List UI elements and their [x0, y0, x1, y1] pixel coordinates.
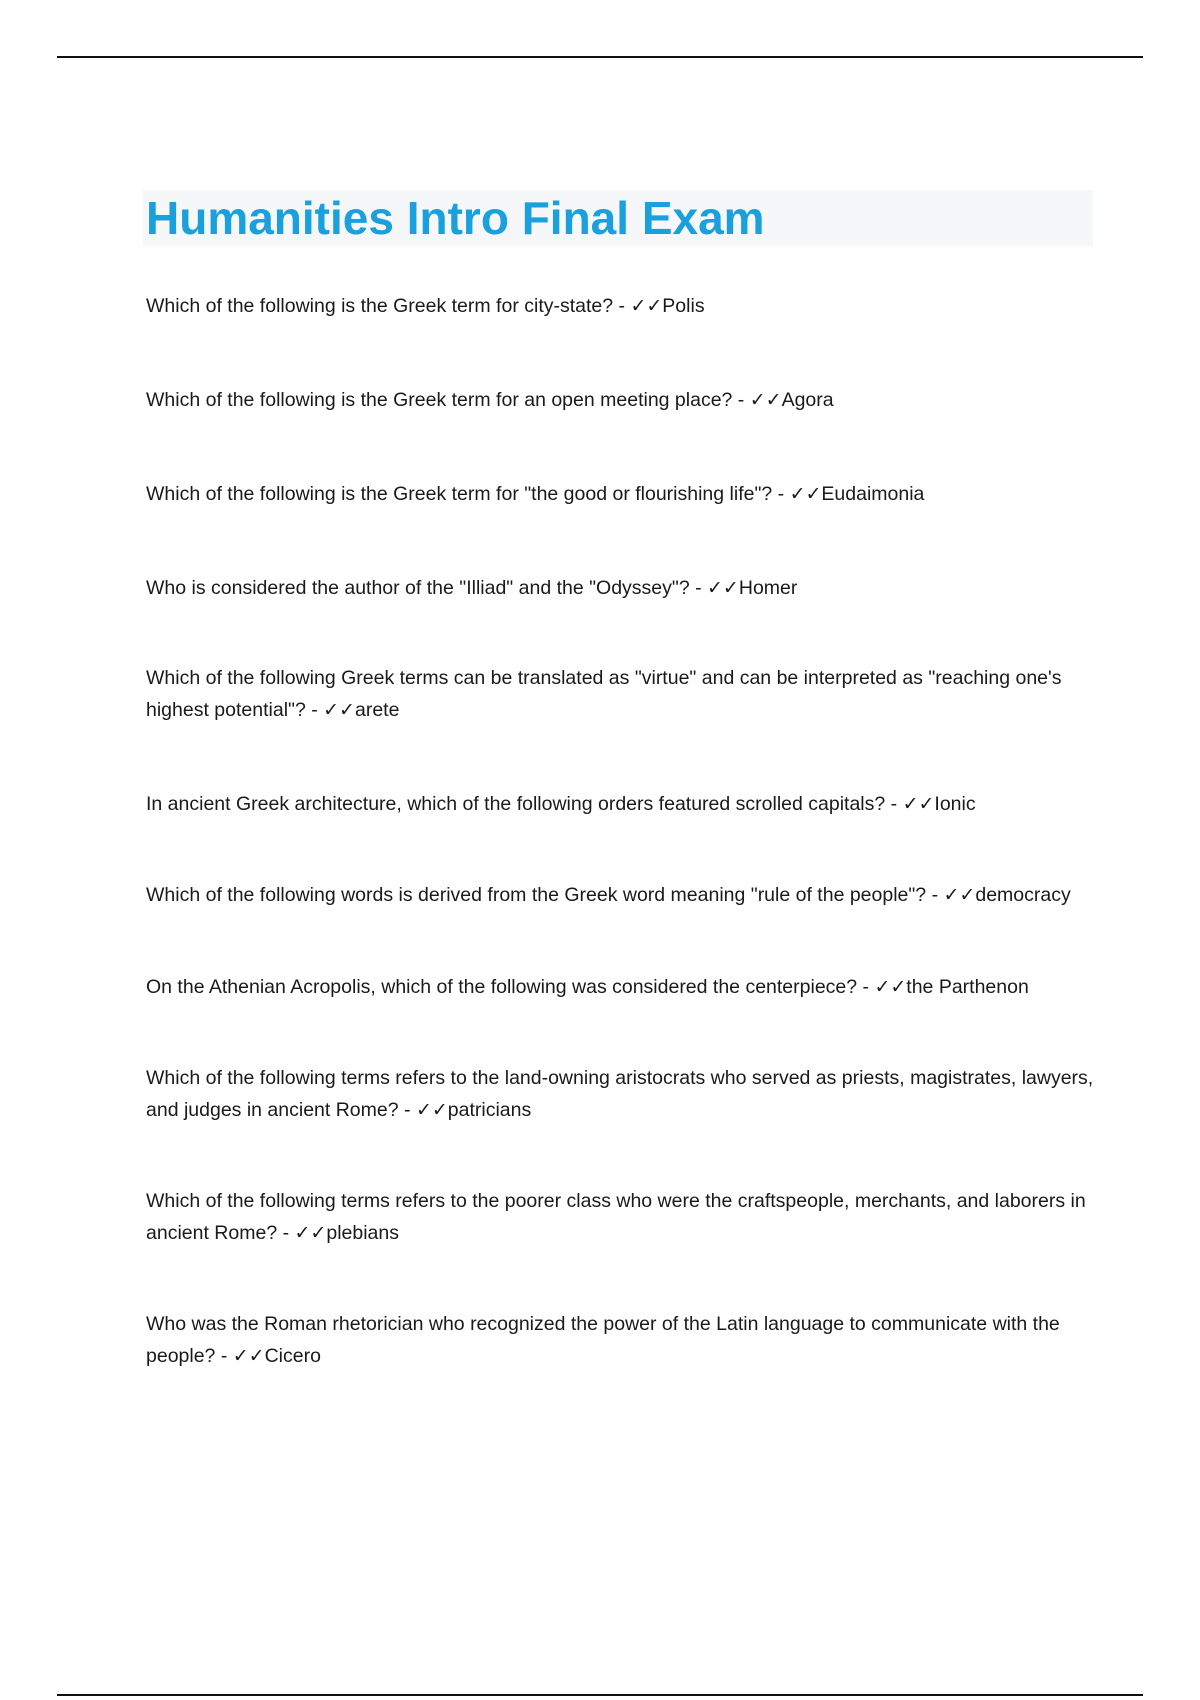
qa-item: [146, 1308, 1096, 1372]
question-text: Which of the following is the Greek term for city-state?: [146, 295, 614, 317]
footer-rule: [57, 1694, 1143, 1696]
answer-text: Ionic: [934, 793, 976, 815]
check-icon: ✓✓: [902, 793, 935, 815]
question-text: Which of the following is the Greek term for an open meeting place?: [146, 389, 733, 411]
separator: -: [689, 577, 708, 599]
answer-text: patricians: [447, 1099, 532, 1121]
qa-item: [146, 290, 1096, 322]
separator: -: [885, 793, 903, 815]
qa-item: [146, 1185, 1096, 1249]
answer-text: Homer: [738, 577, 798, 599]
question-text: On the Athenian Acropolis, which of the following was considered the centerpiece?: [146, 976, 858, 998]
answer-text: Agora: [781, 389, 834, 411]
check-icon: ✓✓: [789, 483, 822, 505]
check-icon: ✓✓: [232, 1345, 265, 1367]
question-text: Who was the Roman rhetorician who recognized the power of the Latin language to communicate with the people?: [146, 1313, 1060, 1367]
qa-item: [146, 879, 1096, 911]
question-text: Which of the following terms refers to the poorer class who were the craftspeople, merchants, and laborers in ancient Rome?: [146, 1190, 1086, 1244]
check-icon: ✓✓: [323, 699, 355, 721]
question-list: [146, 290, 1096, 1372]
answer-text: arete: [354, 699, 400, 721]
separator: -: [732, 389, 750, 411]
qa-item: [146, 971, 1096, 1003]
question-text: Which of the following is the Greek term for "the good or flourishing life"?: [146, 483, 773, 505]
answer-text: the Parthenon: [906, 976, 1029, 998]
separator: -: [398, 1099, 416, 1121]
separator: -: [613, 295, 631, 317]
question-text: In ancient Greek architecture, which of the following orders featured scrolled capitals?: [146, 793, 886, 815]
separator: -: [215, 1345, 233, 1367]
separator: -: [277, 1222, 295, 1244]
header-rule: [57, 56, 1143, 58]
question-text: Which of the following terms refers to the land-owning aristocrats who served as priests, magistrates, lawyers, and judges in ancient Rome?: [146, 1067, 1094, 1121]
check-icon: ✓✓: [630, 295, 663, 317]
question-text: Which of the following Greek terms can be translated as "virtue" and can be interpreted as "reaching one's highest potential"?: [146, 667, 1062, 721]
answer-text: democracy: [975, 884, 1071, 906]
check-icon: ✓✓: [707, 577, 739, 599]
check-icon: ✓✓: [294, 1222, 327, 1244]
separator: -: [857, 976, 875, 998]
check-icon: ✓✓: [874, 976, 907, 998]
answer-text: Cicero: [264, 1345, 321, 1367]
separator: -: [926, 884, 944, 906]
answer-text: Polis: [662, 295, 705, 317]
qa-item: [146, 1062, 1096, 1126]
check-icon: ✓✓: [749, 389, 782, 411]
qa-item: [146, 478, 1096, 510]
question-text: Which of the following words is derived from the Greek word meaning "rule of the people"?: [146, 884, 927, 906]
answer-text: plebians: [326, 1222, 399, 1244]
qa-item: [146, 662, 1096, 726]
qa-item: [146, 572, 1096, 604]
answer-text: Eudaimonia: [821, 483, 925, 505]
check-icon: ✓✓: [415, 1099, 448, 1121]
check-icon: ✓✓: [943, 884, 976, 906]
qa-item: [146, 788, 1096, 820]
page-title: Humanities Intro Final Exam: [146, 192, 765, 244]
question-text: Who is considered the author of the "Illiad" and the "Odyssey"?: [146, 577, 690, 599]
separator: -: [305, 699, 324, 721]
qa-item: [146, 384, 1096, 416]
separator: -: [772, 483, 790, 505]
